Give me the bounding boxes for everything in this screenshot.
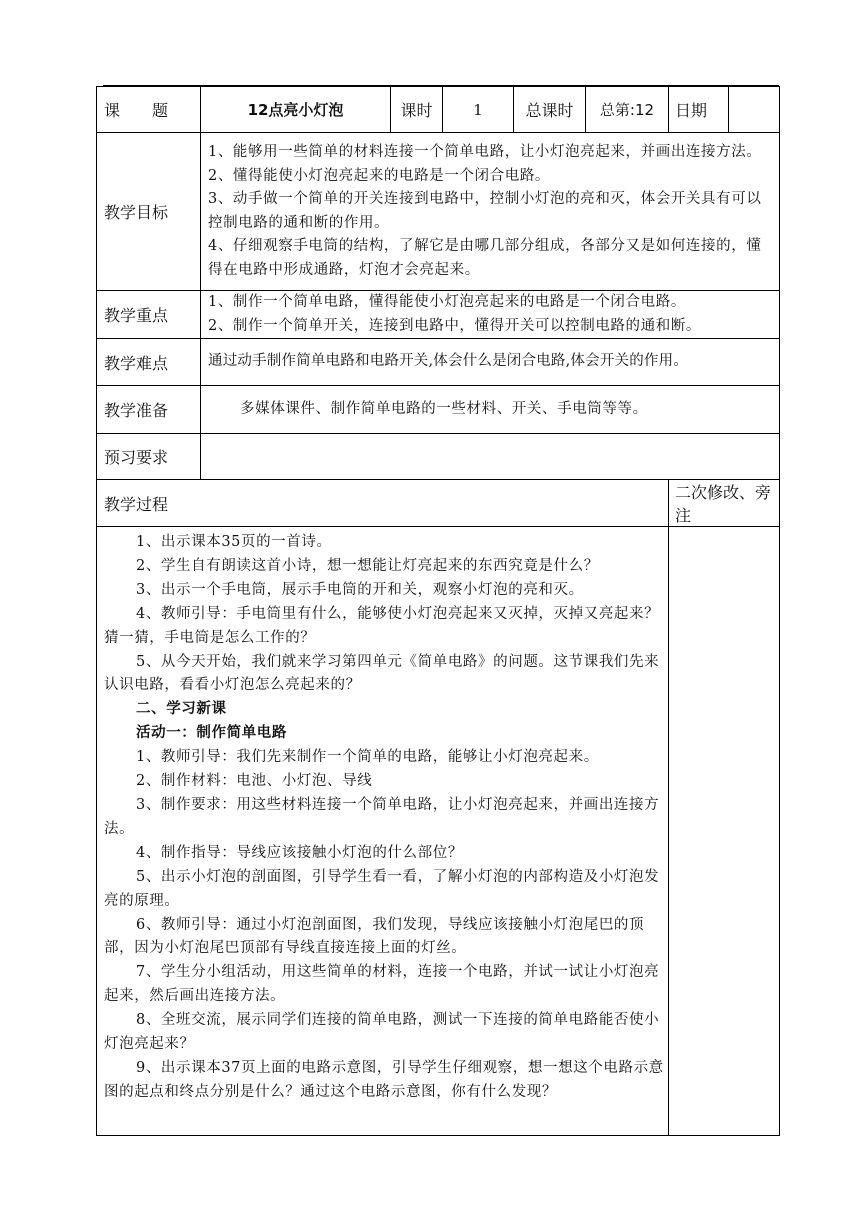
objective-item: 2、懂得能使小灯泡亮起来的电路是一个闭合电路。 [208, 167, 551, 184]
objective-item: 3、动手做一个简单的开关连接到电路中，控制小灯泡的亮和灭，体会开关具有可以控制电路的通和断的作用。 [208, 191, 762, 231]
activity-heading: 活动一：制作简单电路 [136, 725, 287, 742]
process-line: 3、制作要求：用这些材料连接一个简单电路，让小灯泡亮起来，并画出连接方法。 [104, 796, 660, 837]
total-value: 总第:12 [586, 87, 669, 133]
difficulties-label: 教学难点 [97, 339, 201, 386]
process-line: 5、从今天开始，我们就来学习第四单元《简单电路》的问题。这节课我们先来认识电路，看看小灯泡怎么亮起来的？ [104, 653, 660, 694]
process-line: 2、学生自有朗读这首小诗，想一想能让灯亮起来的东西究竟是什么？ [136, 557, 599, 574]
process-line: 3、出示一个手电筒，展示手电筒的开和关，观察小灯泡的亮和灭。 [136, 581, 584, 598]
preview-row [97, 434, 780, 480]
process-line: 8、全班交流，展示同学们连接的简单电路，测试一下连接的简单电路能否使小灯泡亮起来？ [104, 1012, 660, 1053]
preview-label: 预习要求 [97, 434, 201, 480]
key-point-item: 1、制作一个简单电路，懂得能使小灯泡亮起来的电路是一个闭合电路。 [208, 294, 686, 310]
header-row [97, 87, 780, 133]
preparation-row [97, 386, 780, 434]
process-line: 1、教师引导：我们先来制作一个简单的电路，能够让小灯泡亮起来。 [136, 749, 599, 766]
difficulties-content: 通过动手制作简单电路和电路开关,体会什么是闭合电路,体会开关的作用。 [201, 339, 780, 386]
process-content [97, 527, 669, 1136]
lesson-plan-table [96, 86, 780, 1136]
process-body-row [97, 527, 780, 1136]
preview-content [201, 434, 780, 480]
topic-value: 12点亮小灯泡 [201, 87, 391, 133]
notes-label: 二次修改、旁注 [669, 480, 780, 527]
key-point-item: 2、制作一个简单开关，连接到电路中，懂得开关可以控制电路的通和断。 [208, 317, 702, 334]
key-points-content [201, 291, 780, 339]
objective-item: 1、能够用一些简单的材料连接一个简单电路，让小灯泡亮起来，并画出连接方法。 [208, 144, 762, 160]
difficulties-row [97, 339, 780, 386]
objectives-label: 教学目标 [97, 133, 201, 291]
topic-label: 课 题 [97, 87, 201, 133]
process-line: 2、制作材料：电池、小灯泡、导线 [136, 773, 373, 790]
date-value [729, 87, 780, 133]
key-points-label: 教学重点 [97, 291, 201, 339]
process-line: 9、出示课本37页上面的电路示意图，引导学生仔细观察，想一想这个电路示意图的起点和终点分别是什么？通过这个电路示意图，你有什么发现？ [104, 1059, 664, 1100]
process-label: 教学过程 [97, 480, 669, 527]
process-header-row [97, 480, 780, 527]
key-points-row [97, 291, 780, 339]
process-line: 1、出示课本35页的一首诗。 [136, 534, 332, 550]
process-line: 4、制作指导：导线应该接触小灯泡的什么部位？ [136, 844, 463, 861]
date-label: 日期 [669, 87, 729, 133]
notes-content [669, 527, 780, 1136]
process-line: 5、出示小灯泡的剖面图，引导学生看一看，了解小灯泡的内部构造及小灯泡发亮的原理。 [104, 868, 660, 909]
preparation-content: 多媒体课件、制作简单电路的一些材料、开关、手电筒等等。 [201, 386, 780, 434]
total-label: 总课时 [514, 87, 586, 133]
section-heading: 二、学习新课 [136, 701, 227, 718]
objectives-row [97, 133, 780, 291]
preparation-label: 教学准备 [97, 386, 201, 434]
process-line: 4、教师引导：手电筒里有什么，能够使小灯泡亮起来又灭掉，灭掉又亮起来？猜一猜，手电筒是怎么工作的？ [104, 605, 660, 646]
period-label: 课时 [391, 87, 443, 133]
objectives-content [201, 133, 780, 291]
period-value: 1 [443, 87, 514, 133]
objective-item: 4、仔细观察手电筒的结构，了解它是由哪几部分组成，各部分又是如何连接的，懂得在电路中形成通路，灯泡才会亮起来。 [208, 238, 762, 278]
process-line: 7、学生分小组活动，用这些简单的材料，连接一个电路，并试一试让小灯泡亮起来，然后画出连接方法。 [104, 964, 660, 1005]
process-line: 6、教师引导：通过小灯泡剖面图，我们发现，导线应该接触小灯泡尾巴的顶部，因为小灯泡尾巴顶部有导线直接连接上面的灯丝。 [104, 916, 645, 957]
